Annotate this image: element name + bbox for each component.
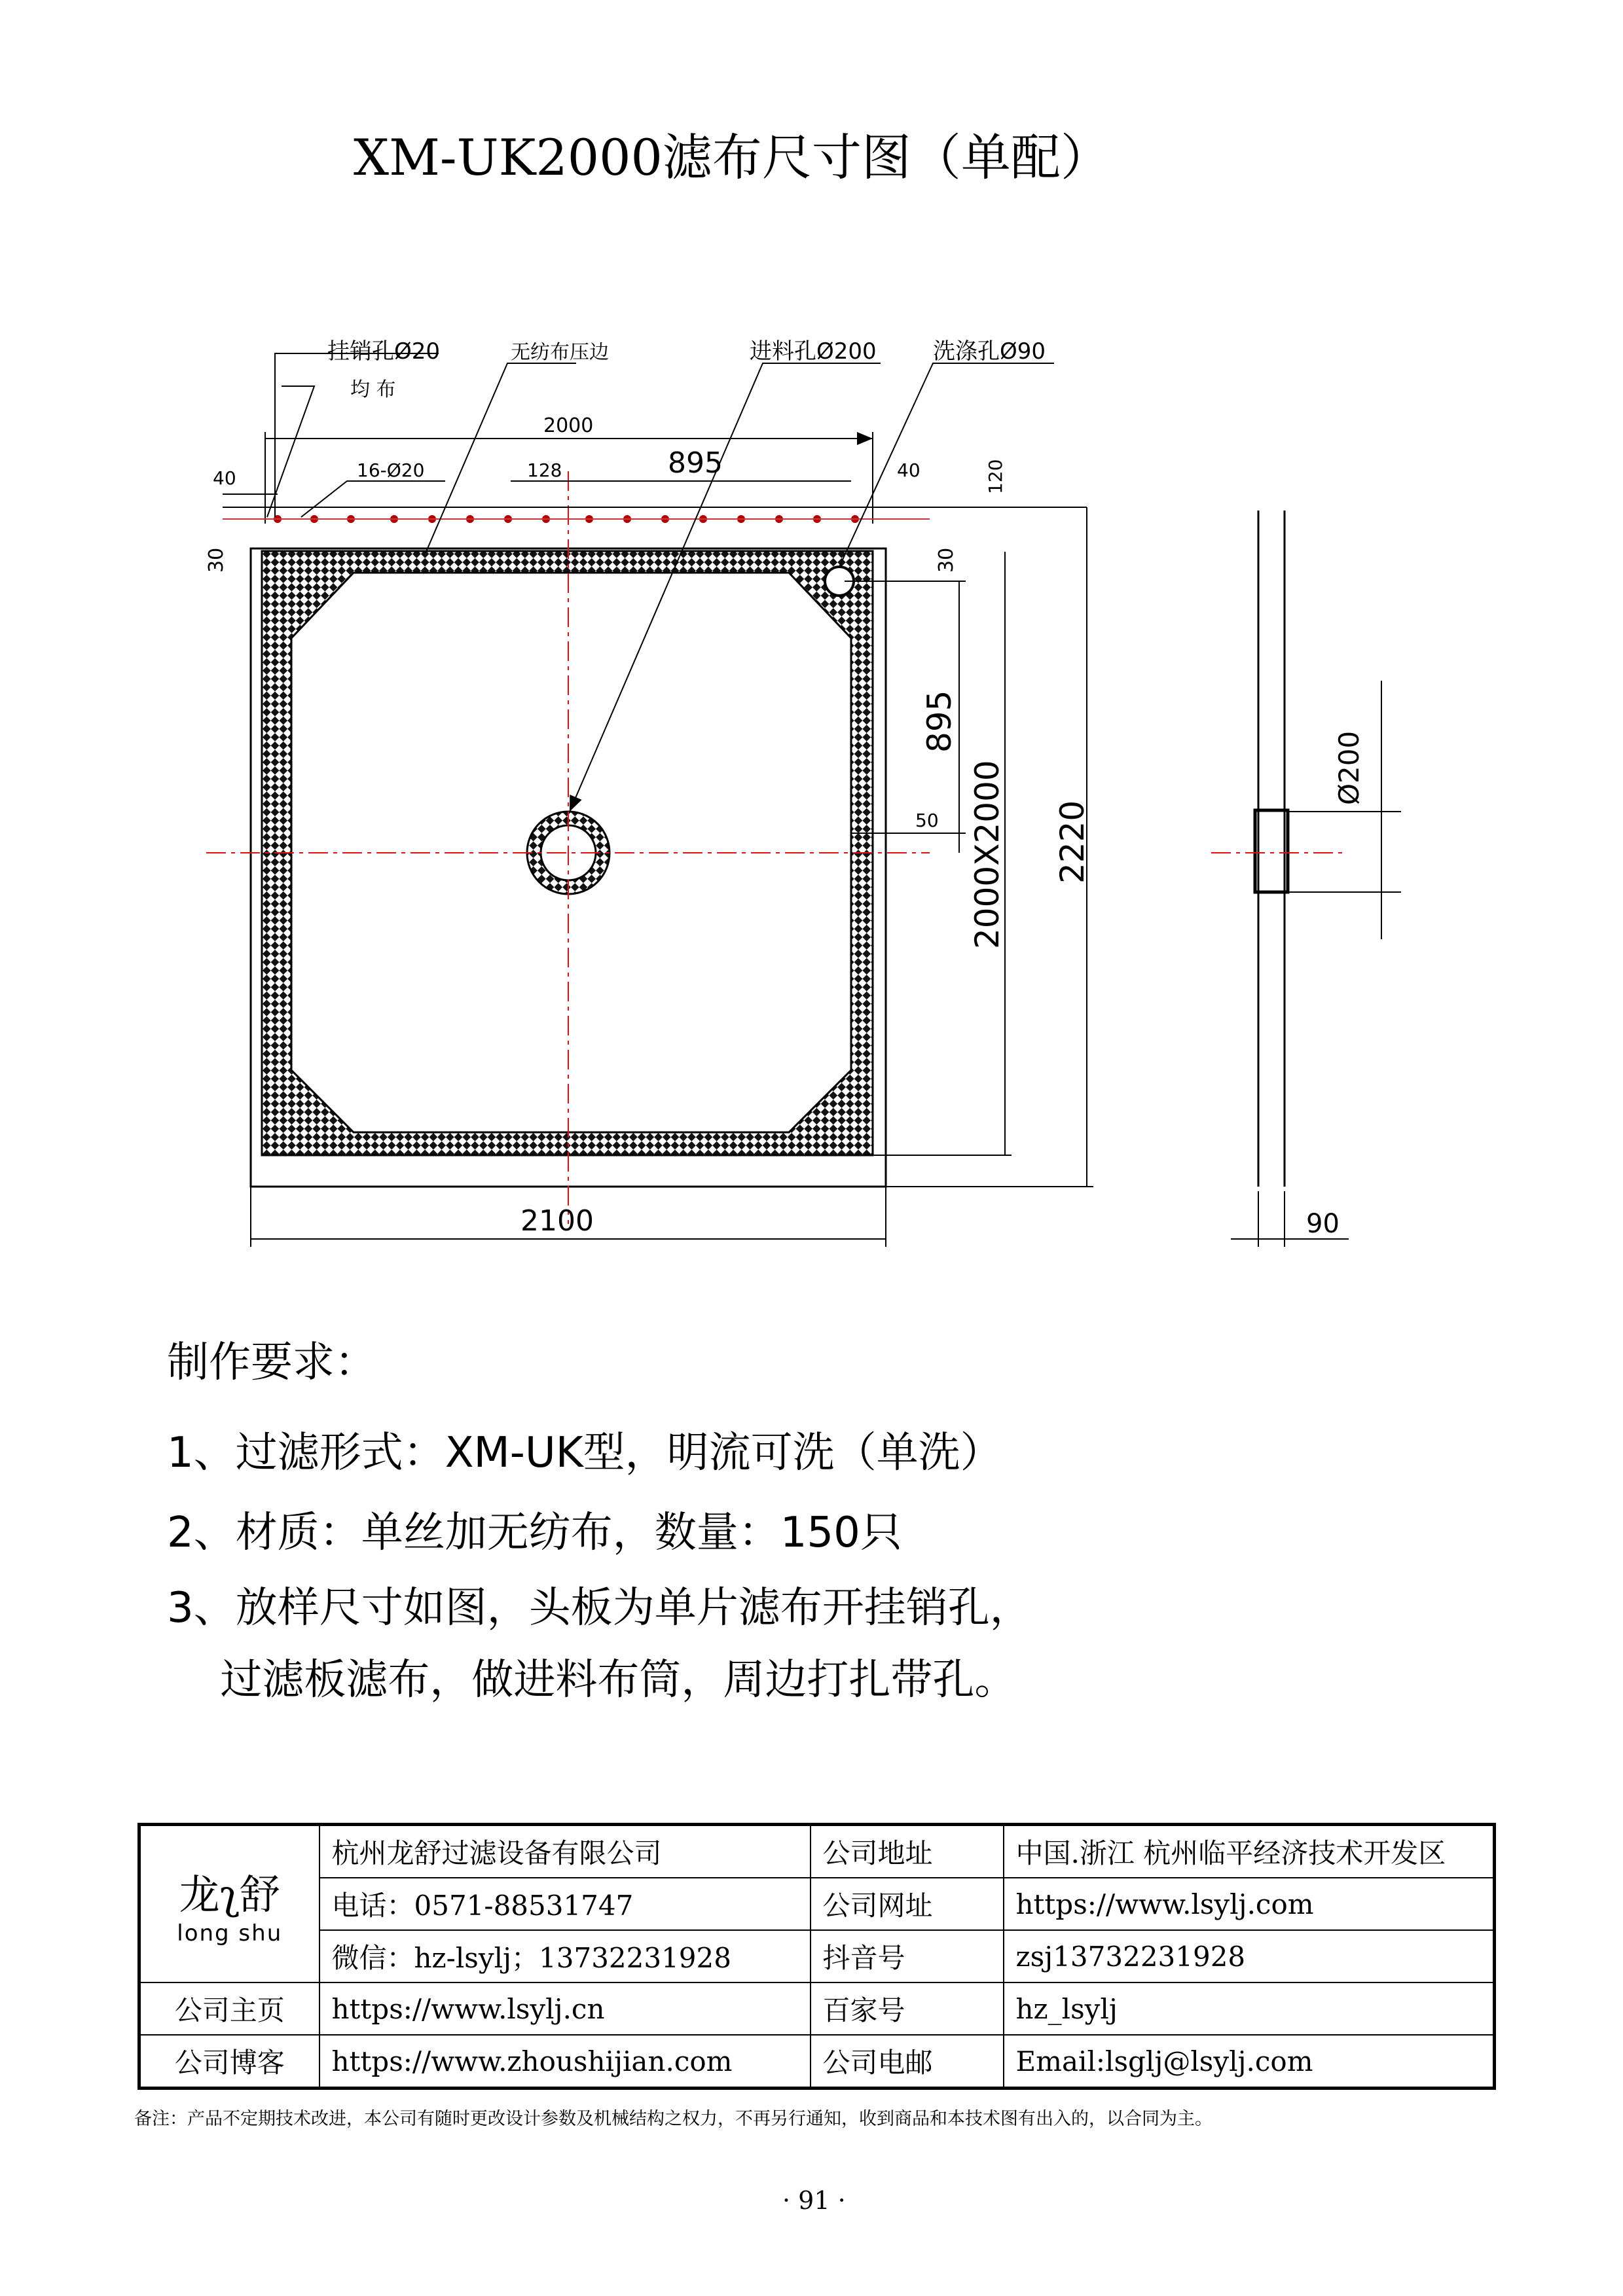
label-nonwoven-edge: 无纺布压边: [511, 341, 609, 364]
label-feed-hole: 进料孔Ø200: [750, 338, 877, 365]
blog-label: 公司博客: [139, 2035, 319, 2089]
side-view: [1211, 511, 1401, 1247]
company-info-table: [137, 1823, 1496, 2090]
dim-2000-top: 2000: [543, 414, 594, 437]
page-title: XM-UK2000滤布尺寸图（单配）: [354, 128, 1110, 187]
page-number: · 91 ·: [782, 2186, 846, 2215]
email-value[interactable]: Email:lsglj@lsylj.com: [1004, 2035, 1495, 2089]
logo: [139, 1825, 319, 1983]
dim-895-top: 895: [668, 446, 723, 480]
home-value[interactable]: https://www.lsylj.cn: [319, 1982, 811, 2035]
address-value: 中国.浙江 杭州临平经济技术开发区: [1004, 1825, 1495, 1878]
dim-200-side: Ø200: [1333, 730, 1365, 805]
dim-895-vert: 895: [921, 690, 958, 753]
dim-2220: 2220: [1053, 800, 1091, 884]
logo-text: long shu: [177, 1920, 283, 1946]
label-pin-hole: 挂销孔Ø20: [327, 338, 441, 365]
address-label: 公司地址: [811, 1825, 1004, 1878]
footer-note: 备注：产品不定期技术改进，本公司有随时更改设计参数及机械结构之权力，不再另行通知，收到商品和本技术图有出入的，以合同为主。: [134, 2109, 1213, 2129]
phone: 电话：0571-88531747: [319, 1878, 811, 1930]
douyin-value: zsj13732231928: [1004, 1930, 1495, 1982]
dim-128: 128: [527, 459, 562, 481]
dim-50: 50: [915, 810, 939, 831]
label-even: 均 布: [350, 378, 396, 401]
requirement-item-1: 1、过滤形式：XM-UK型，明流可洗（单洗）: [167, 1429, 1002, 1477]
dim-120: 120: [985, 459, 1006, 494]
dim-2100: 2100: [520, 1204, 594, 1238]
baijia-value: hz_lsylj: [1004, 1982, 1495, 2035]
requirement-item-3-cont: 过滤板滤布，做进料布筒，周边打扎带孔。: [167, 1656, 1017, 1704]
dim-30-left: 30: [205, 547, 228, 573]
home-label: 公司主页: [139, 1982, 319, 2035]
douyin-label: 抖音号: [811, 1930, 1004, 1982]
dim-30-right: 30: [935, 547, 958, 573]
requirement-item-2: 2、材质：单丝加无纺布，数量：150只: [167, 1509, 902, 1557]
email-label: 公司电邮: [811, 2035, 1004, 2089]
website-label: 公司网址: [811, 1878, 1004, 1930]
label-pitch: 16-Ø20: [357, 459, 425, 481]
dim-40-right: 40: [897, 459, 921, 481]
blog-value[interactable]: https://www.zhoushijian.com: [319, 2035, 811, 2089]
company-name: 杭州龙舒过滤设备有限公司: [319, 1825, 811, 1878]
requirement-item-3: 3、放样尺寸如图，头板为单片滤布开挂销孔，: [167, 1584, 1032, 1632]
baijia-label: 百家号: [811, 1982, 1004, 2035]
dim-40-left: 40: [213, 467, 236, 489]
website-value[interactable]: https://www.lsylj.com: [1004, 1878, 1495, 1930]
requirements-heading: 制作要求：: [167, 1338, 376, 1387]
wechat: 微信：hz-lsylj；13732231928: [319, 1930, 811, 1982]
dim-90-side: 90: [1306, 1209, 1340, 1239]
label-wash-hole: 洗涤孔Ø90: [933, 338, 1046, 365]
dim-2000x2000: 2000X2000: [968, 760, 1006, 949]
logo-mark: 龙ʅ舒: [179, 1870, 280, 1918]
